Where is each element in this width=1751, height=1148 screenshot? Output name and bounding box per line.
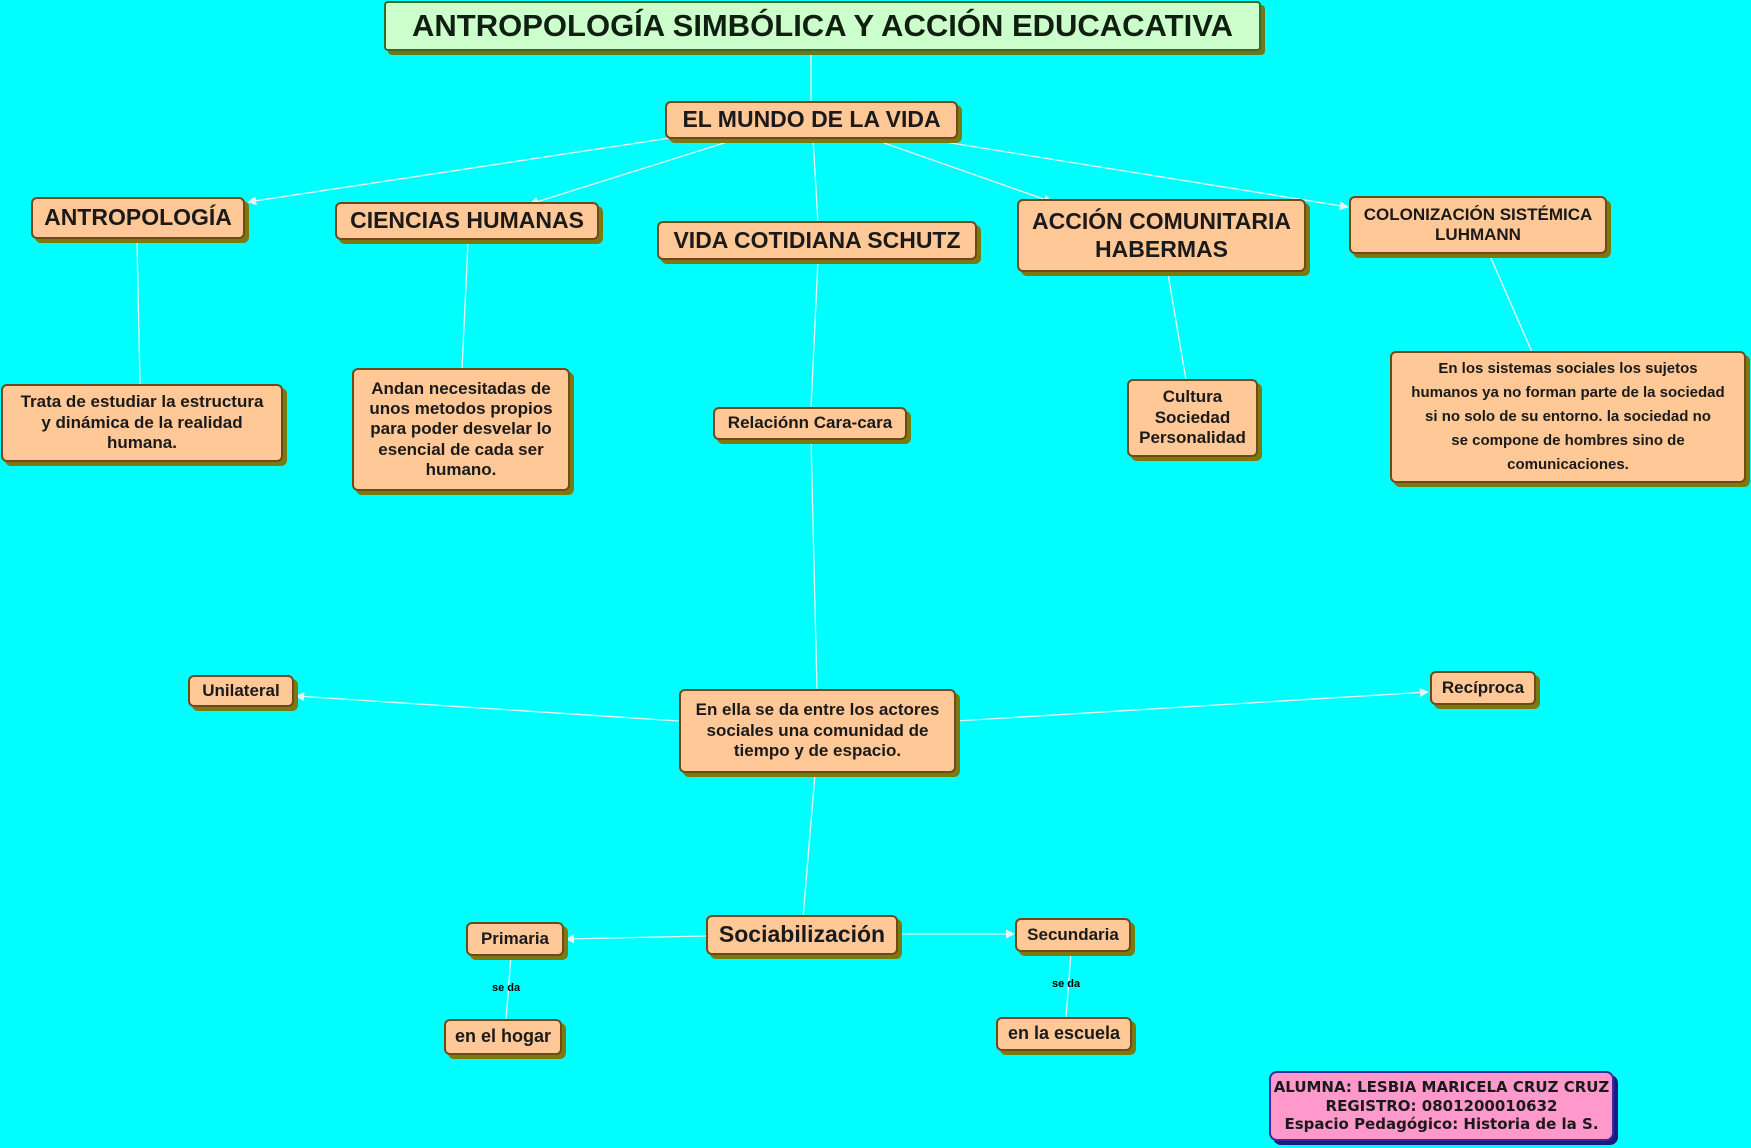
node-antropologia-description: Trata de estudiar la estructura y dinámica de la realidad humana. — [1, 384, 283, 462]
node-accion-description: Cultura Sociedad Personalidad — [1127, 379, 1258, 457]
node-reciproca: Recíproca — [1430, 671, 1536, 705]
connector-comunidad-unilateral — [296, 696, 679, 721]
node-en-la-escuela: en la escuela — [996, 1017, 1132, 1051]
connector-antropologia-desc — [137, 240, 140, 384]
node-en-el-hogar: en el hogar — [444, 1019, 562, 1055]
node-unilateral: Unilateral — [188, 675, 294, 707]
author-registro: REGISTRO: 0801200010632 — [1325, 1096, 1558, 1115]
connector-sociabilizacion-primaria — [566, 936, 706, 939]
connector-mundo-colonizacion — [920, 138, 1348, 207]
connector-colonizacion-desc — [1490, 256, 1532, 352]
connector-accion-desc — [1168, 274, 1186, 380]
connector-relacion-comunidad — [811, 440, 817, 690]
connector-mundo-vida — [813, 138, 818, 223]
node-colonizacion-sistemica-luhmann: COLONIZACIÓN SISTÉMICA LUHMANN — [1349, 196, 1607, 254]
node-relacion-cara-cara: Relaciónn Cara-cara — [713, 407, 907, 440]
connector-comunidad-reciproca — [956, 692, 1428, 721]
connector-ciencias-desc — [462, 242, 468, 369]
connector-mundo-ciencias — [530, 138, 740, 204]
edge-label-secundaria-escuela: se da — [1052, 978, 1081, 990]
node-colonizacion-description: En los sistemas sociales los sujetos humanos ya no forman parte de la sociedad si no solo de su entorno. la sociedad no se compone de hombres sino de comunicaciones. — [1390, 351, 1746, 483]
node-sociabilizacion: Sociabilización — [706, 915, 898, 955]
node-ciencias-description: Andan necesitadas de unos metodos propios para poder desvelar lo esencial de cada ser humano. — [352, 368, 570, 491]
author-info-box — [1269, 1071, 1614, 1141]
node-accion-comunitaria-habermas: ACCIÓN COMUNITARIA HABERMAS — [1017, 199, 1306, 272]
node-vida-cotidiana-schutz: VIDA COTIDIANA SCHUTZ — [657, 221, 977, 260]
node-antropologia: ANTROPOLOGÍA — [31, 197, 245, 239]
connector-vida-relacion — [811, 260, 818, 408]
author-name: ALUMNA: LESBIA MARICELA CRUZ CRUZ — [1273, 1077, 1610, 1096]
node-primaria: Primaria — [466, 922, 564, 956]
node-comunidad: En ella se da entre los actores sociales una comunidad de tiempo y de espacio. — [679, 689, 956, 773]
connector-mundo-antropologia — [248, 138, 670, 202]
diagram-title: ANTROPOLOGÍA SIMBÓLICA Y ACCIÓN EDUCACATIVA — [384, 1, 1261, 51]
node-mundo-de-la-vida: EL MUNDO DE LA VIDA — [665, 101, 958, 139]
connector-comunidad-sociabilizacion — [803, 774, 815, 918]
connector-mundo-accion — [870, 138, 1052, 202]
edge-label-primaria-hogar: se da — [492, 982, 521, 994]
node-ciencias-humanas: CIENCIAS HUMANAS — [335, 202, 599, 240]
author-espacio: Espacio Pedagógico: Historia de la S. — [1284, 1115, 1599, 1134]
node-secundaria: Secundaria — [1015, 918, 1131, 952]
